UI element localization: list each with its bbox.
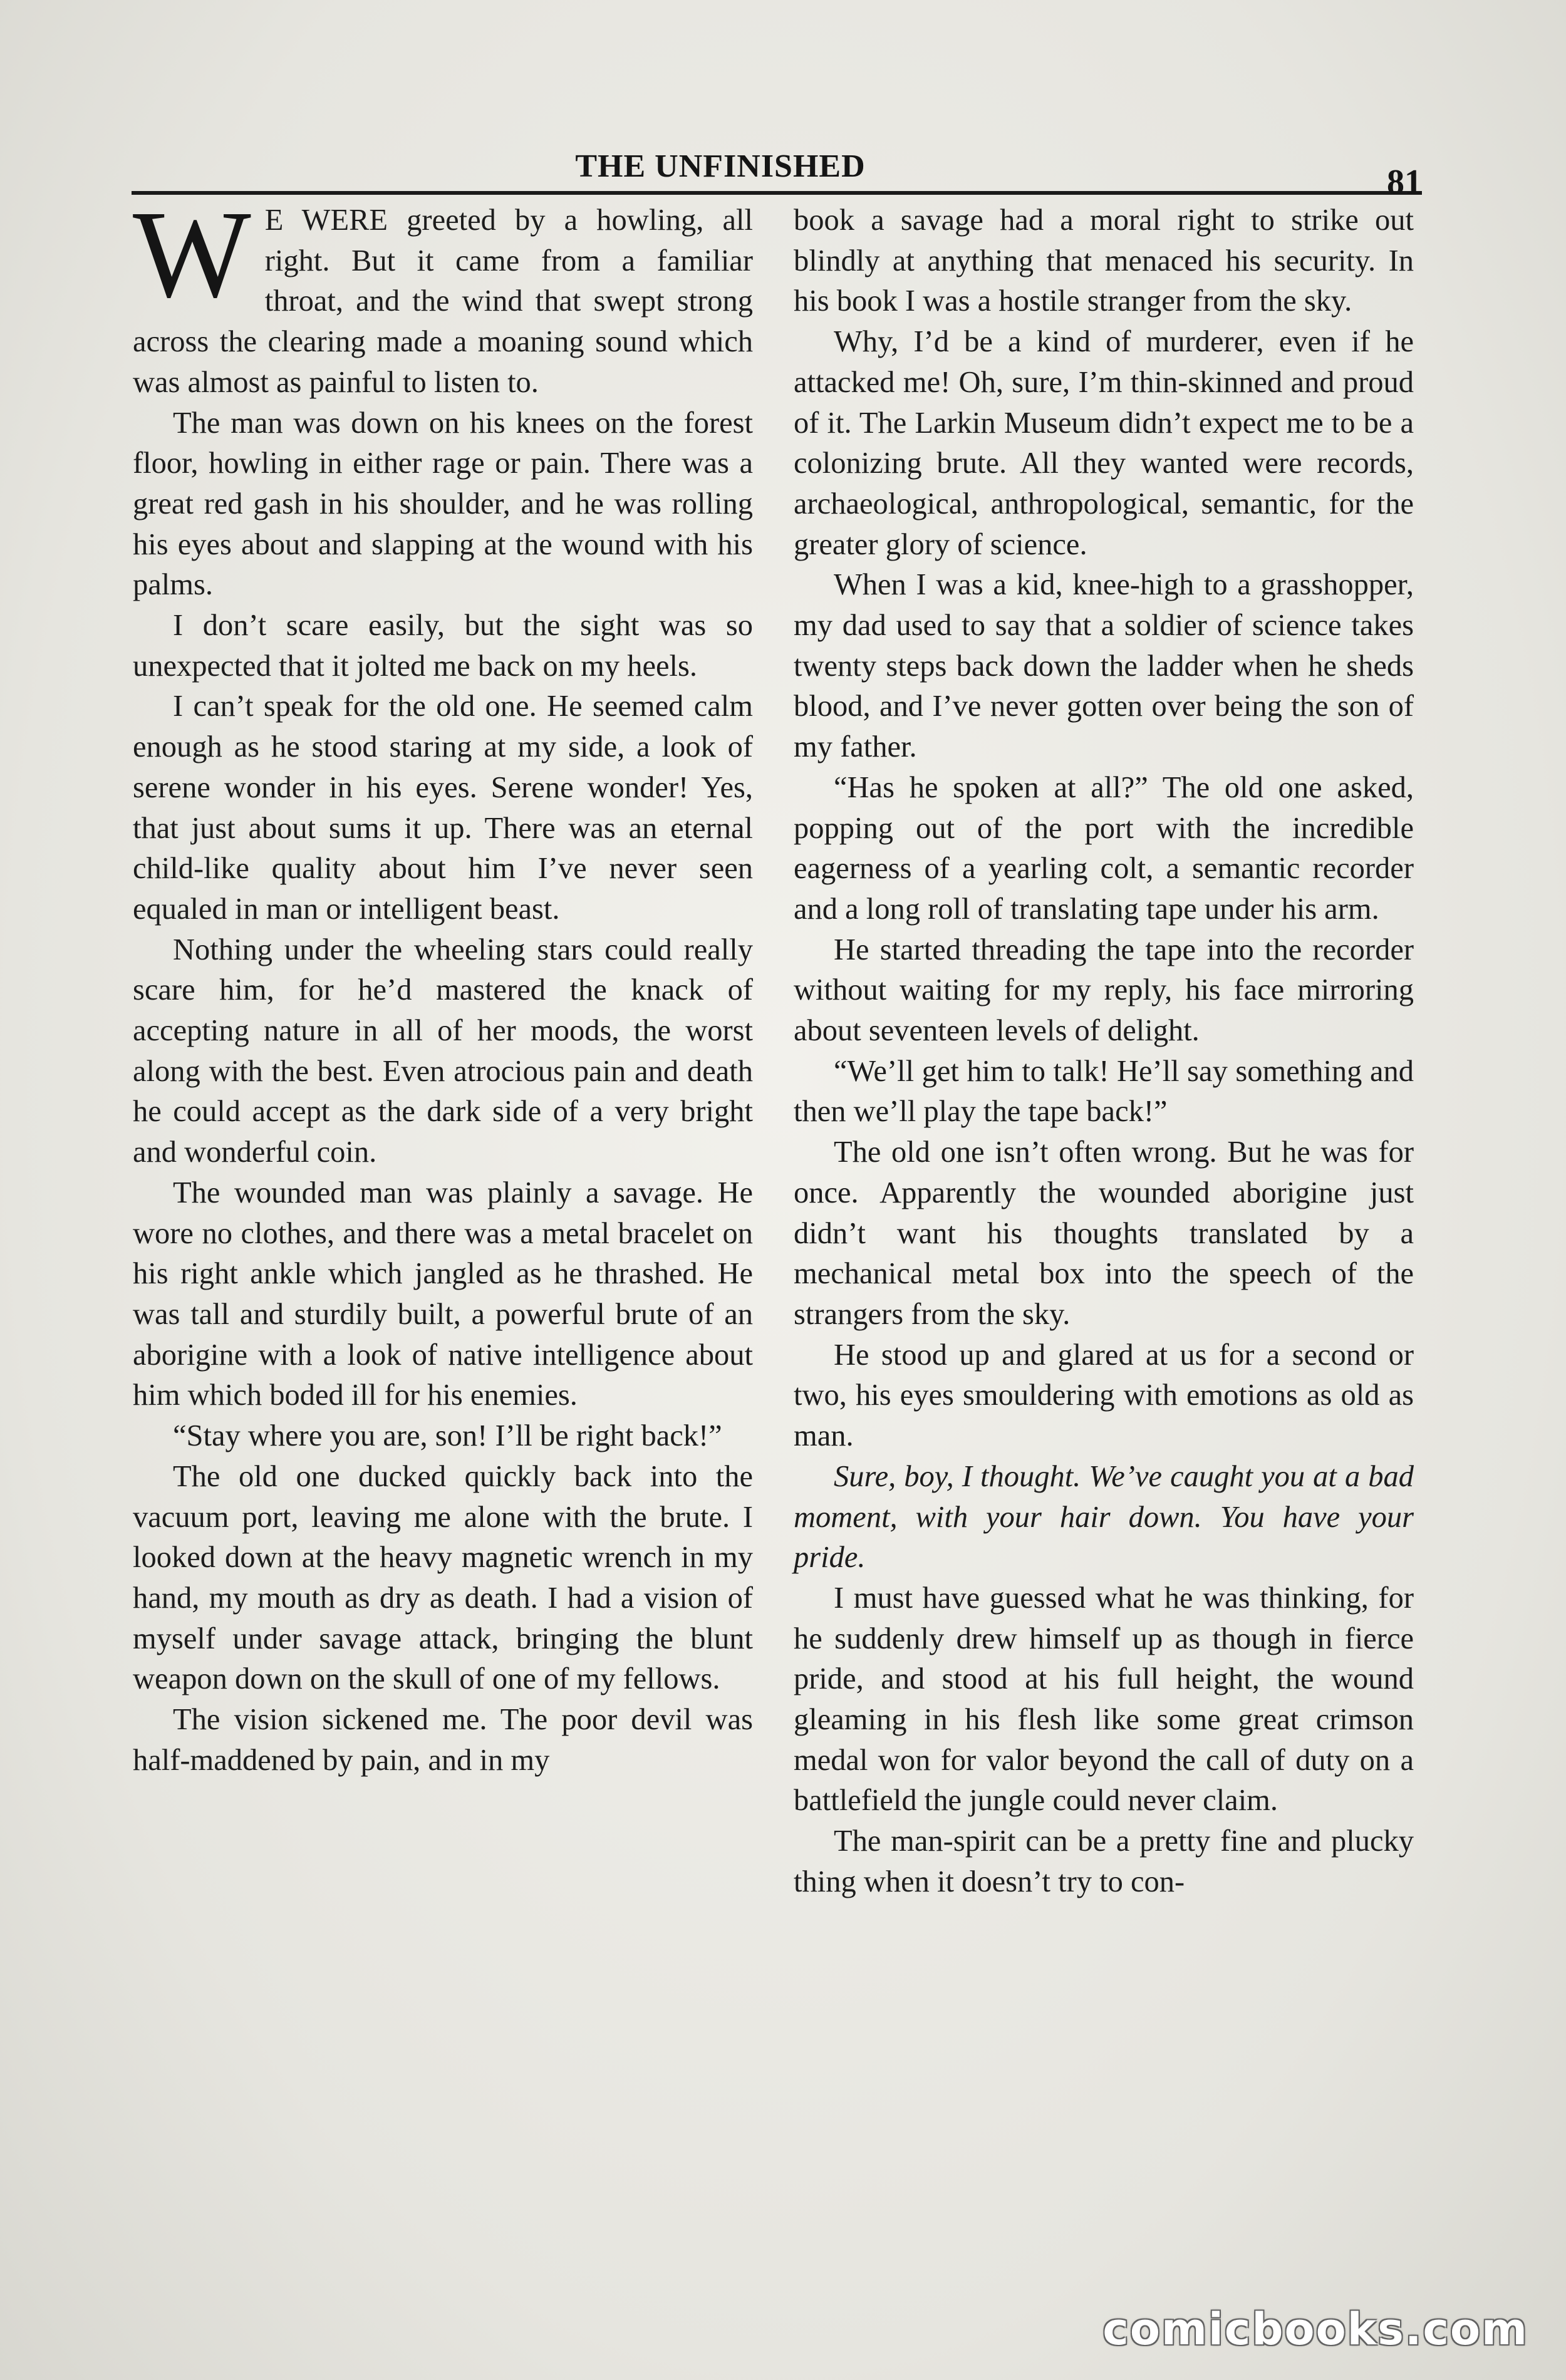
paragraph: “Stay where you are, son! I’ll be right back!” <box>173 1419 722 1453</box>
drop-cap: W <box>133 185 251 324</box>
page-number: 81 <box>1387 163 1422 202</box>
paragraph: I must have guessed what he was thinking, for he suddenly drew himself up as though in fierce pride, and stood at his full height, the wound gleaming in his flesh like some great crimson medal won for valor beyond the call of duty on a battlefield the jungle could never claim. <box>794 1581 1414 1818</box>
left-column <box>133 185 753 1781</box>
paragraph: The man-spirit can be a pretty fine and plucky thing when it doesn’t try to con- <box>794 1824 1414 1898</box>
paragraph: He started threading the tape into the recorder without waiting for my reply, his face mirroring about seventeen levels of delight. <box>794 933 1414 1048</box>
paragraph: When I was a kid, knee-high to a grasshopper, my dad used to say that a soldier of science takes twenty steps back down the ladder when he sheds blood, and I’ve never gotten over being the son of my father. <box>794 568 1414 764</box>
paragraph: “We’ll get him to talk! He’ll say something and then we’ll play the tape back!” <box>794 1054 1414 1129</box>
paragraph <box>133 185 753 403</box>
paragraph: The vision sickened me. The poor devil was half-maddened by pain, and in my <box>133 1703 753 1777</box>
site-watermark: comicbooks.com <box>1102 2304 1528 2355</box>
paragraph: The old one isn’t often wrong. But he was for once. Apparently the wounded aborigine just didn’t want his thoughts translated by a mechanical metal box into the speech of the strangers from the sky. <box>794 1136 1414 1331</box>
page-header <box>132 135 1422 202</box>
paragraph: Why, I’d be a kind of murderer, even if he attacked me! Oh, sure, I’m thin-skinned and proud of it. The Larkin Museum didn’t expect me to be a colonizing brute. All they wanted were records, archaeological, anthropological, semantic, for the greater glory of science. <box>794 325 1414 561</box>
paragraph: “Has he spoken at all?” The old one asked, popping out of the port with the incredible eagerness of a yearling colt, a semantic recorder and a long roll of translating tape under his arm. <box>794 770 1414 926</box>
paragraph: Nothing under the wheeling stars could really scare him, for he’d mastered the knack of accepting nature in all of her moods, the worst along with the best. Even atrocious pain and death he could accept as the dark side of a very bright and wonderful coin. <box>133 933 753 1169</box>
paragraph: I can’t speak for the old one. He seemed calm enough as he stood staring at my side, a look of serene wonder in his eyes. Serene wonder! Yes, that just about sums it up. There was an eternal child-like quality about him I’ve never seen equaled in man or intelligent beast. <box>133 690 753 926</box>
paragraph: The old one ducked quickly back into the vacuum port, leaving me alone with the brute. I looked down at the heavy magnetic wrench in my hand, my mouth as dry as death. I had a vision of myself under savage attack, bringing the blunt weapon down on the skull of one of my fellows. <box>133 1459 753 1696</box>
italic-thought-paragraph: Sure, boy, I thought. We’ve caught you at a bad moment, with your hair down. You have your pride. <box>794 1459 1414 1575</box>
paragraph: I don’t scare easily, but the sight was so unexpected that it jolted me back on my heels. <box>133 609 753 683</box>
paragraph-text: E WERE greeted by a howling, all right. But it came from a familiar throat, and the wind that swept strong across the clearing made a moaning sound which was almost as painful to listen to. <box>133 204 753 399</box>
running-title: THE UNFINISHED <box>575 148 866 184</box>
paragraph: The man was down on his knees on the forest floor, howling in either rage or pain. There was a great red gash in his shoulder, and he was rolling his eyes about and slapping at the wound with his palms. <box>133 406 753 602</box>
right-column <box>794 200 1414 1903</box>
paragraph: The wounded man was plainly a savage. He wore no clothes, and there was a metal bracelet on his right ankle which jangled as he thrashed. He was tall and sturdily built, a powerful brute of an aborigine with a look of native intelligence about him which boded ill for his enemies. <box>133 1176 753 1412</box>
paragraph-continuation: book a savage had a moral right to strike out blindly at anything that menaced his security. In his book I was a hostile stranger from the sky. <box>794 204 1414 318</box>
paragraph: He stood up and glared at us for a second or two, his eyes smouldering with emotions as old as man. <box>794 1338 1414 1453</box>
